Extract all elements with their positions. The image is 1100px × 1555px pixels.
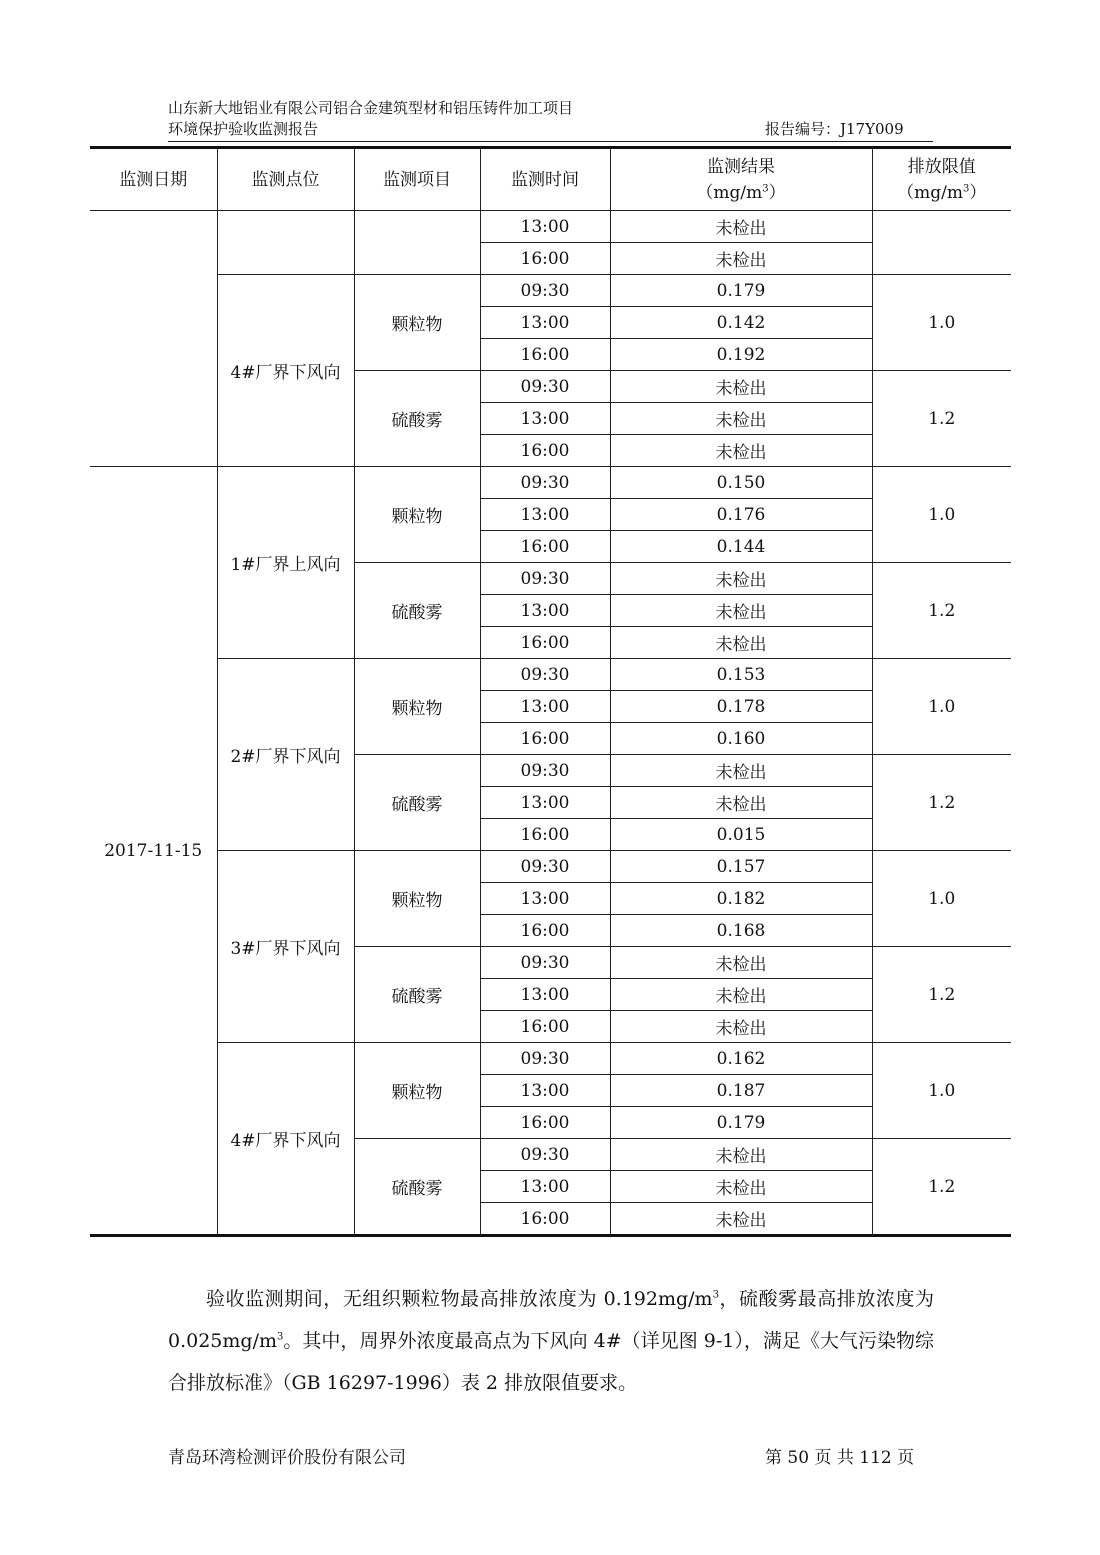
cell-result: 0.142 xyxy=(610,307,872,339)
table-row xyxy=(90,275,1011,307)
cell-item: 颗粒物 xyxy=(354,1043,480,1139)
cell-result: 未检出 xyxy=(610,1203,872,1236)
cell-time: 13:00 xyxy=(480,595,610,627)
cell-time: 13:00 xyxy=(480,787,610,819)
cell-result: 0.153 xyxy=(610,659,872,691)
cell-result: 未检出 xyxy=(610,563,872,595)
cell-time: 09:30 xyxy=(480,371,610,403)
col-header-result-unit: $(mg/m^3)$ xyxy=(696,182,786,203)
cell-result: 0.157 xyxy=(610,851,872,883)
cell-time: 09:30 xyxy=(480,1043,610,1075)
cell-time: 16:00 xyxy=(480,915,610,947)
cell-time: 13:00 xyxy=(480,403,610,435)
table-row xyxy=(90,211,1011,243)
table-row xyxy=(90,1043,1011,1075)
header-report-number: 报告编号：J17Y009 xyxy=(765,120,904,138)
cell-time: 09:30 xyxy=(480,851,610,883)
cell-result: 未检出 xyxy=(610,403,872,435)
cell-time: 13:00 xyxy=(480,307,610,339)
cell-time: 16:00 xyxy=(480,1107,610,1139)
cell-result: 未检出 xyxy=(610,787,872,819)
cell-result: 未检出 xyxy=(610,947,872,979)
cell-time: 16:00 xyxy=(480,1203,610,1236)
cell-time: 09:30 xyxy=(480,659,610,691)
header-project-title: 山东新大地铝业有限公司铝合金建筑型材和铝压铸件加工项目 xyxy=(168,99,574,117)
cell-time: 13:00 xyxy=(480,499,610,531)
cell-result: 0.182 xyxy=(610,883,872,915)
cell-limit: 1.2 xyxy=(872,755,1011,851)
cell-item: 硫酸雾 xyxy=(354,755,480,851)
cell-result: 0.187 xyxy=(610,1075,872,1107)
cell-time: 09:30 xyxy=(480,563,610,595)
cell-date-empty xyxy=(90,211,217,467)
cell-site: 2#厂界下风向 xyxy=(217,659,354,851)
col-header-time: 监测时间 xyxy=(480,148,610,211)
monitoring-table xyxy=(90,146,1011,1237)
cell-item: 颗粒物 xyxy=(354,467,480,563)
cell-time: 13:00 xyxy=(480,979,610,1011)
cell-site: 4#厂界下风向 xyxy=(217,1043,354,1236)
cell-limit: 1.0 xyxy=(872,275,1011,371)
summary-text xyxy=(168,1278,934,1404)
cell-result: 未检出 xyxy=(610,755,872,787)
cell-result: 0.144 xyxy=(610,531,872,563)
cell-result: 0.162 xyxy=(610,1043,872,1075)
cell-result: 未检出 xyxy=(610,1011,872,1043)
col-header-item: 监测项目 xyxy=(354,148,480,211)
cell-limit: 1.2 xyxy=(872,947,1011,1043)
cell-limit-empty xyxy=(872,211,1011,275)
cell-item: 硫酸雾 xyxy=(354,1139,480,1236)
cell-item: 颗粒物 xyxy=(354,659,480,755)
cell-result: 0.178 xyxy=(610,691,872,723)
cell-item: 颗粒物 xyxy=(354,275,480,371)
cell-time: 16:00 xyxy=(480,243,610,275)
cell-result: 0.160 xyxy=(610,723,872,755)
cell-site: 1#厂界上风向 xyxy=(217,467,354,659)
col-header-result xyxy=(610,148,872,211)
cell-time: 16:00 xyxy=(480,819,610,851)
cell-item: 硫酸雾 xyxy=(354,371,480,467)
cell-result: 0.015 xyxy=(610,819,872,851)
cell-result: 未检出 xyxy=(610,627,872,659)
cell-result: 未检出 xyxy=(610,371,872,403)
cell-time: 16:00 xyxy=(480,627,610,659)
cell-site-empty xyxy=(217,211,354,275)
cell-time: 09:30 xyxy=(480,275,610,307)
cell-result: 未检出 xyxy=(610,211,872,243)
cell-time: 16:00 xyxy=(480,723,610,755)
cell-time: 16:00 xyxy=(480,435,610,467)
cell-time: 16:00 xyxy=(480,339,610,371)
cell-limit: 1.2 xyxy=(872,1139,1011,1236)
cell-time: 13:00 xyxy=(480,1171,610,1203)
cell-date: 2017-11-15 xyxy=(90,467,217,1236)
table-row xyxy=(90,467,1011,499)
cell-limit: 1.2 xyxy=(872,371,1011,467)
col-header-limit-unit: $(mg/m^3)$ xyxy=(897,182,987,203)
cell-result: 0.192 xyxy=(610,339,872,371)
cell-item: 硫酸雾 xyxy=(354,947,480,1043)
table-row xyxy=(90,851,1011,883)
footer-page-number: 第 50 页 共 112 页 xyxy=(765,1448,915,1468)
cell-time: 09:30 xyxy=(480,467,610,499)
cell-item: 颗粒物 xyxy=(354,851,480,947)
header-rule xyxy=(168,141,933,142)
cell-time: 13:00 xyxy=(480,883,610,915)
cell-result: 0.179 xyxy=(610,1107,872,1139)
cell-time: 09:30 xyxy=(480,1139,610,1171)
col-header-site: 监测点位 xyxy=(217,148,354,211)
cell-result: 未检出 xyxy=(610,435,872,467)
cell-result: 0.179 xyxy=(610,275,872,307)
table-row xyxy=(90,659,1011,691)
cell-item-empty xyxy=(354,211,480,275)
cell-result: 未检出 xyxy=(610,1139,872,1171)
footer-company: 青岛环湾检测评价股份有限公司 xyxy=(168,1448,406,1468)
cell-time: 13:00 xyxy=(480,691,610,723)
summary-paragraph: 验收监测期间，无组织颗粒物最高排放浓度为 $0.192mg/m^3$，硫酸雾最高排放浓度为 $0.025mg/m^3$。其中，周界外浓度最高点为下风向 4#（详见图 9-1），满足《大气污染物综合排放标准》（GB 16297-1996）表 2 排放限值要求。 xyxy=(168,1288,934,1394)
col-header-result-label: 监测结果 xyxy=(707,156,775,177)
cell-result: 0.150 xyxy=(610,467,872,499)
header-report-title: 环境保护验收监测报告 xyxy=(168,120,319,138)
cell-limit: 1.0 xyxy=(872,851,1011,947)
cell-result: 未检出 xyxy=(610,595,872,627)
table-header-row xyxy=(90,148,1011,211)
cell-result: 未检出 xyxy=(610,1171,872,1203)
col-header-limit xyxy=(872,148,1011,211)
cell-time: 13:00 xyxy=(480,1075,610,1107)
cell-limit: 1.0 xyxy=(872,467,1011,563)
cell-limit: 1.0 xyxy=(872,659,1011,755)
cell-time: 16:00 xyxy=(480,531,610,563)
cell-limit: 1.0 xyxy=(872,1043,1011,1139)
cell-result: 0.168 xyxy=(610,915,872,947)
cell-time: 16:00 xyxy=(480,1011,610,1043)
cell-result: 未检出 xyxy=(610,243,872,275)
cell-limit: 1.2 xyxy=(872,563,1011,659)
cell-time: 09:30 xyxy=(480,755,610,787)
cell-time: 13:00 xyxy=(480,211,610,243)
cell-site: 3#厂界下风向 xyxy=(217,851,354,1043)
cell-time: 09:30 xyxy=(480,947,610,979)
col-header-limit-label: 排放限值 xyxy=(907,156,976,177)
cell-result: 0.176 xyxy=(610,499,872,531)
col-header-date: 监测日期 xyxy=(90,148,217,211)
cell-item: 硫酸雾 xyxy=(354,563,480,659)
cell-result: 未检出 xyxy=(610,979,872,1011)
cell-site: 4#厂界下风向 xyxy=(217,275,354,467)
